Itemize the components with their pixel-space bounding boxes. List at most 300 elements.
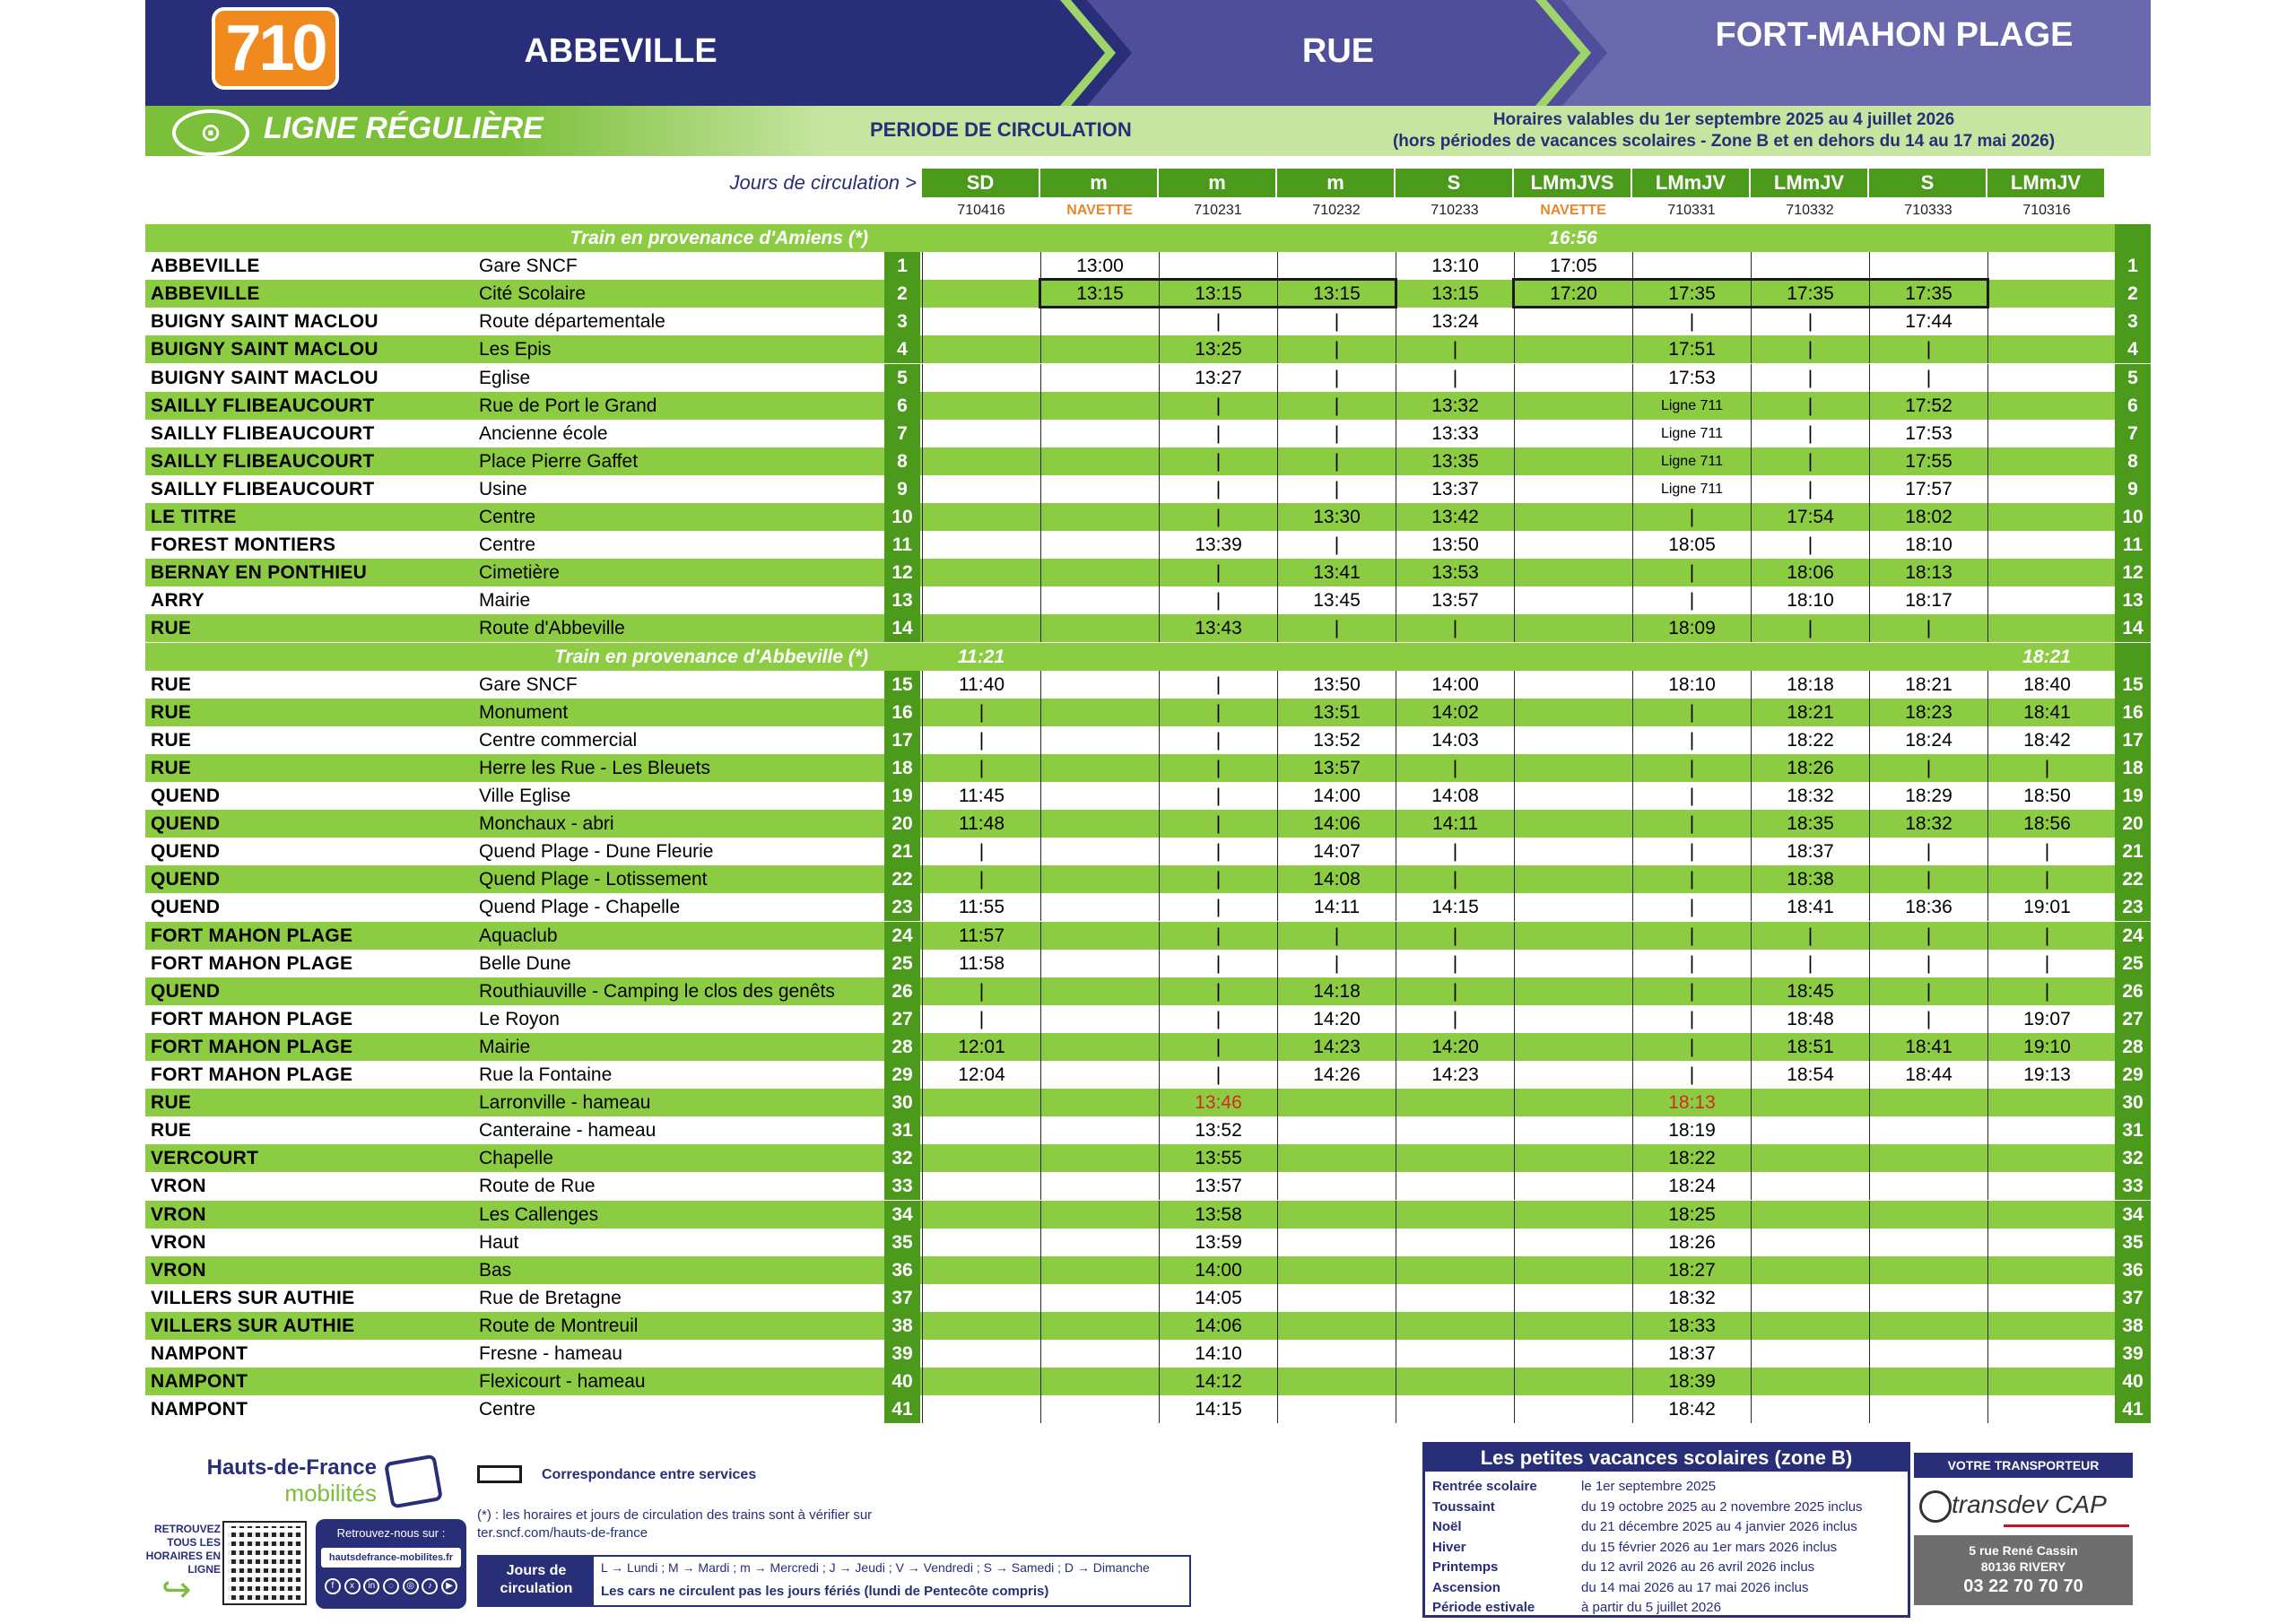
stop-name: Bas — [479, 1259, 512, 1281]
time-cell — [922, 364, 1040, 392]
time-cell — [1869, 1229, 1987, 1256]
time-cell — [1514, 1256, 1632, 1284]
time-cell — [1396, 1284, 1514, 1312]
time-cell: | — [1751, 614, 1869, 642]
time-cell: | — [1632, 1033, 1751, 1061]
header-banner — [145, 0, 2151, 106]
time-cell — [1396, 1229, 1514, 1256]
time-cell — [1987, 420, 2106, 447]
row-number-right: 31 — [2115, 1116, 2151, 1144]
time-cell: | — [1632, 754, 1751, 782]
train-time: 11:21 — [957, 646, 1005, 667]
time-cell — [1040, 1368, 1159, 1395]
time-cell: 14:18 — [1277, 977, 1396, 1005]
time-cell: | — [1159, 754, 1277, 782]
facebook-icon[interactable]: f — [325, 1578, 341, 1594]
time-cell: Ligne 711 — [1632, 447, 1751, 475]
time-cell: | — [1751, 392, 1869, 420]
time-cell: 13:32 — [1396, 392, 1514, 420]
row-number-right: 25 — [2115, 950, 2151, 977]
time-cell: | — [1277, 614, 1396, 642]
time-cell — [1514, 1368, 1632, 1395]
time-cell — [1396, 1312, 1514, 1340]
time-cell — [1396, 1201, 1514, 1229]
row-number: 25 — [884, 950, 920, 977]
stop-row — [145, 1201, 2151, 1229]
row-number-right: 39 — [2115, 1340, 2151, 1368]
time-cell: 14:10 — [1159, 1340, 1277, 1368]
time-cell — [1277, 1229, 1396, 1256]
stop-row — [145, 1312, 2151, 1340]
time-cell: 12:04 — [922, 1061, 1040, 1089]
time-cell — [1751, 1340, 1869, 1368]
time-cell — [1751, 1172, 1869, 1200]
stop-name: Les Callenges — [479, 1203, 599, 1225]
stop-row — [145, 531, 2151, 559]
time-cell: 18:50 — [1987, 782, 2106, 810]
time-cell: | — [1632, 699, 1751, 726]
time-cell — [1987, 392, 2106, 420]
commune-name: BUIGNY SAINT MACLOU — [151, 339, 378, 360]
website-box[interactable] — [316, 1519, 466, 1609]
qr-code-icon[interactable] — [224, 1523, 305, 1603]
time-cell: 18:26 — [1632, 1229, 1751, 1256]
vacances-title: Les petites vacances scolaires (zone B) — [1425, 1445, 1908, 1472]
time-cell: | — [922, 865, 1040, 893]
row-number: 38 — [884, 1312, 920, 1340]
vacances-row — [1432, 1517, 1908, 1537]
time-cell — [1514, 893, 1632, 921]
row-number: 32 — [884, 1144, 920, 1172]
time-cell: 13:50 — [1277, 671, 1396, 699]
time-cell: | — [1159, 1061, 1277, 1089]
time-cell — [1396, 1172, 1514, 1200]
time-cell: 13:41 — [1277, 559, 1396, 586]
commune-name: RUE — [151, 673, 192, 695]
arrow-icon: ↪ — [161, 1570, 192, 1610]
tiktok-icon[interactable]: ♪ — [422, 1578, 438, 1594]
time-cell: 14:11 — [1396, 810, 1514, 838]
commune-name: RUE — [151, 618, 192, 639]
stop-name: Quend Plage - Lotissement — [479, 869, 708, 890]
time-cell: 18:42 — [1987, 726, 2106, 754]
row-number: 3 — [884, 308, 920, 335]
row-number-right: 10 — [2115, 503, 2151, 531]
time-cell — [1040, 1201, 1159, 1229]
time-cell: 13:37 — [1396, 475, 1514, 503]
row-number-right: 29 — [2115, 1061, 2151, 1089]
time-cell — [922, 1116, 1040, 1144]
time-cell: 18:39 — [1632, 1368, 1751, 1395]
time-cell — [1396, 1340, 1514, 1368]
time-cell: | — [1159, 308, 1277, 335]
time-cell — [922, 447, 1040, 475]
row-number: 29 — [884, 1061, 920, 1089]
time-cell: 14:00 — [1277, 782, 1396, 810]
commune-name: VILLERS SUR AUTHIE — [151, 1315, 355, 1336]
service-number: 710231 — [1194, 203, 1242, 218]
time-cell: | — [1751, 420, 1869, 447]
stop-name: Le Royon — [479, 1008, 560, 1029]
time-cell: 18:32 — [1632, 1284, 1751, 1312]
stop-row — [145, 977, 2151, 1005]
time-cell: 17:35 — [1632, 280, 1751, 308]
time-cell — [1514, 308, 1632, 335]
day-header: LMmJV — [1632, 169, 1751, 197]
stop-name: Ville Eglise — [479, 786, 571, 806]
time-cell — [1040, 1340, 1159, 1368]
stop-name: Herre les Rue - Les Bleuets — [479, 757, 710, 778]
row-number-right: 16 — [2115, 699, 2151, 726]
stop-name: Aquaclub — [479, 925, 558, 946]
time-cell: | — [1396, 335, 1514, 363]
row-number: 11 — [884, 531, 920, 559]
row-number-right: 11 — [2115, 531, 2151, 559]
stop-name: Usine — [479, 478, 527, 499]
time-cell: | — [1159, 420, 1277, 447]
time-cell — [1396, 1368, 1514, 1395]
time-cell: | — [1632, 782, 1751, 810]
service-number: 710333 — [1904, 203, 1952, 218]
stop-row — [145, 893, 2151, 921]
time-cell: | — [1159, 893, 1277, 921]
stop-row — [145, 922, 2151, 950]
time-cell — [1277, 252, 1396, 280]
address-line-2: 80136 RIVERY — [1980, 1559, 2066, 1574]
time-cell: 13:24 — [1396, 308, 1514, 335]
time-cell: 18:33 — [1632, 1312, 1751, 1340]
x-icon[interactable]: x — [344, 1578, 361, 1594]
time-cell — [922, 475, 1040, 503]
time-cell — [1751, 1284, 1869, 1312]
time-cell: 12:01 — [922, 1033, 1040, 1061]
instagram-icon[interactable]: ◎ — [403, 1578, 419, 1594]
linkedin-icon[interactable]: in — [363, 1578, 379, 1594]
correspondance-legend-box — [477, 1465, 522, 1483]
time-cell — [1277, 1312, 1396, 1340]
row-number: 1 — [884, 252, 920, 280]
time-cell: | — [1159, 922, 1277, 950]
commune-name: FOREST MONTIERS — [151, 534, 336, 556]
row-number-right: 38 — [2115, 1312, 2151, 1340]
vacances-period: Noël — [1432, 1519, 1462, 1534]
time-cell: | — [1869, 838, 1987, 865]
commune-name: LE TITRE — [151, 507, 237, 527]
time-cell — [1040, 1089, 1159, 1116]
row-number-right: 12 — [2115, 559, 2151, 586]
commune-name: BERNAY EN PONTHIEU — [151, 562, 368, 584]
time-cell: | — [1277, 447, 1396, 475]
stop-row — [145, 308, 2151, 335]
row-number-right: 7 — [2115, 420, 2151, 447]
service-number: NAVETTE — [1066, 203, 1133, 218]
website-url[interactable]: hautsdefrance-mobilites.fr — [321, 1548, 461, 1568]
vacances-dates: du 21 décembre 2025 au 4 janvier 2026 inclus — [1581, 1519, 1857, 1534]
commune-name: VRON — [151, 1259, 206, 1281]
time-cell: | — [1632, 1061, 1751, 1089]
time-cell: | — [1869, 950, 1987, 977]
commune-name: FORT MAHON PLAGE — [151, 1036, 353, 1057]
stop-name: Gare SNCF — [479, 256, 578, 277]
stop-name: Rue la Fontaine — [479, 1064, 613, 1085]
time-cell — [1632, 252, 1751, 280]
row-number-right — [2115, 643, 2151, 671]
time-cell — [1869, 1340, 1987, 1368]
bus-logo-icon: ⊙ — [172, 109, 249, 156]
time-cell: 11:48 — [922, 810, 1040, 838]
stop-name: Fresne - hameau — [479, 1343, 622, 1364]
time-cell — [1987, 531, 2106, 559]
time-cell: | — [1751, 950, 1869, 977]
time-cell: | — [1159, 447, 1277, 475]
time-cell — [1751, 1395, 1869, 1423]
time-cell — [1514, 726, 1632, 754]
time-cell — [1040, 586, 1159, 614]
time-cell — [1040, 1284, 1159, 1312]
time-cell — [1869, 1395, 1987, 1423]
time-cell: 18:13 — [1632, 1089, 1751, 1116]
time-cell — [1751, 1368, 1869, 1395]
time-cell: 14:05 — [1159, 1284, 1277, 1312]
time-cell — [922, 420, 1040, 447]
time-cell: | — [1159, 559, 1277, 586]
transporter-address — [1914, 1535, 2133, 1605]
row-number-right: 36 — [2115, 1256, 2151, 1284]
time-cell: | — [1987, 865, 2106, 893]
commune-name: BUIGNY SAINT MACLOU — [151, 311, 378, 333]
time-cell — [1514, 1201, 1632, 1229]
address-line-1: 5 rue René Cassin — [1969, 1543, 2078, 1558]
time-cell: Ligne 711 — [1632, 392, 1751, 420]
row-number-right: 4 — [2115, 335, 2151, 363]
row-number-right: 40 — [2115, 1368, 2151, 1395]
time-cell — [1040, 865, 1159, 893]
day-header: m — [1277, 169, 1396, 197]
row-number: 2 — [884, 280, 920, 308]
time-cell: | — [1396, 922, 1514, 950]
time-cell: 14:08 — [1396, 782, 1514, 810]
time-cell: | — [1751, 364, 1869, 392]
commune-name: RUE — [151, 729, 192, 751]
time-cell — [1514, 420, 1632, 447]
time-cell: | — [1277, 950, 1396, 977]
time-cell: 11:55 — [922, 893, 1040, 921]
time-cell — [1514, 447, 1632, 475]
row-number: 4 — [884, 335, 920, 363]
time-cell — [922, 1089, 1040, 1116]
row-number: 5 — [884, 364, 920, 392]
time-cell: 17:55 — [1869, 447, 1987, 475]
vacances-row — [1432, 1538, 1908, 1558]
time-cell — [1514, 865, 1632, 893]
time-cell — [1040, 977, 1159, 1005]
time-cell: | — [1987, 838, 2106, 865]
time-cell: | — [1159, 977, 1277, 1005]
time-cell — [1040, 392, 1159, 420]
time-cell — [1277, 1172, 1396, 1200]
time-cell: | — [1751, 335, 1869, 363]
time-cell: 18:10 — [1632, 671, 1751, 699]
time-cell — [922, 1229, 1040, 1256]
time-cell — [1514, 503, 1632, 531]
time-cell — [1869, 1172, 1987, 1200]
time-cell — [1869, 1089, 1987, 1116]
time-cell: 18:42 — [1632, 1395, 1751, 1423]
time-cell: | — [1396, 977, 1514, 1005]
time-cell: | — [1159, 699, 1277, 726]
time-cell — [1987, 1144, 2106, 1172]
stop-name: Ancienne école — [479, 422, 608, 444]
validity-text — [1302, 109, 2145, 152]
row-number-right: 24 — [2115, 922, 2151, 950]
time-cell: 18:06 — [1751, 559, 1869, 586]
time-cell: | — [1869, 364, 1987, 392]
time-cell: 13:35 — [1396, 447, 1514, 475]
website-title: Retrouvez-nous sur : — [336, 1526, 446, 1540]
train-time — [1040, 224, 1159, 252]
row-number-right: 8 — [2115, 447, 2151, 475]
time-cell: | — [1751, 475, 1869, 503]
time-cell: 14:06 — [1277, 810, 1396, 838]
jours-codes: L → Lundi ; M → Mardi ; m → Mercredi ; J → Jeudi ; V → Vendredi ; S → Samedi ; D → Dimanche — [601, 1560, 1150, 1575]
transporter-phone[interactable]: 03 22 70 70 70 — [1963, 1576, 2083, 1596]
snapchat-icon[interactable]: ◌ — [383, 1578, 399, 1594]
time-cell: | — [1869, 1005, 1987, 1033]
row-number-right: 22 — [2115, 865, 2151, 893]
time-cell: 13:25 — [1159, 335, 1277, 363]
time-cell: 11:57 — [922, 922, 1040, 950]
row-number-right: 33 — [2115, 1172, 2151, 1200]
row-number-right: 1 — [2115, 252, 2151, 280]
time-cell — [1869, 1284, 1987, 1312]
stop-row — [145, 754, 2151, 782]
row-number-right: 30 — [2115, 1089, 2151, 1116]
stop-row — [145, 1089, 2151, 1116]
row-number-right: 28 — [2115, 1033, 2151, 1061]
time-cell — [1514, 1061, 1632, 1089]
service-number: NAVETTE — [1540, 203, 1606, 218]
row-number-right: 17 — [2115, 726, 2151, 754]
time-cell: 13:10 — [1396, 252, 1514, 280]
time-cell — [1514, 782, 1632, 810]
stop-name: Eglise — [479, 367, 531, 388]
time-cell — [1869, 1144, 1987, 1172]
stop-name: Quend Plage - Dune Fleurie — [479, 841, 714, 863]
transdev-logo: transdev CAP — [1919, 1487, 2129, 1523]
train-time — [922, 224, 1040, 252]
stop-name: Centre commercial — [479, 729, 638, 751]
time-cell — [1751, 1229, 1869, 1256]
time-cell: | — [1159, 782, 1277, 810]
time-cell — [1987, 280, 2106, 308]
time-cell — [1514, 1340, 1632, 1368]
vacances-dates: du 15 février 2026 au 1er mars 2026 inclus — [1581, 1539, 1838, 1555]
stop-name: Monchaux - abri — [479, 813, 614, 835]
time-cell: | — [1987, 922, 2106, 950]
time-cell: 18:45 — [1751, 977, 1869, 1005]
stop-name: Monument — [479, 701, 569, 723]
time-cell: 17:05 — [1514, 252, 1632, 280]
time-cell — [1396, 1395, 1514, 1423]
time-cell: | — [1869, 922, 1987, 950]
time-cell: 14:20 — [1396, 1033, 1514, 1061]
time-cell — [1277, 1144, 1396, 1172]
time-cell: 18:09 — [1632, 614, 1751, 642]
time-cell: 14:23 — [1277, 1033, 1396, 1061]
time-cell: 17:52 — [1869, 392, 1987, 420]
time-cell: 14:00 — [1159, 1256, 1277, 1284]
time-cell — [1277, 1395, 1396, 1423]
commune-name: FORT MAHON PLAGE — [151, 1008, 353, 1029]
stop-name: Route de Rue — [479, 1176, 596, 1197]
time-cell: 13:45 — [1277, 586, 1396, 614]
time-cell: | — [1159, 950, 1277, 977]
row-number: 24 — [884, 922, 920, 950]
correspondance-box — [1039, 278, 1397, 308]
stop-name: Routhiauville - Camping le clos des genêts — [479, 980, 835, 1002]
row-number-right: 5 — [2115, 364, 2151, 392]
commune-name: QUEND — [151, 813, 221, 835]
time-cell: Ligne 711 — [1632, 420, 1751, 447]
time-cell: 17:35 — [1751, 280, 1869, 308]
time-cell: | — [1159, 475, 1277, 503]
time-cell: | — [1277, 420, 1396, 447]
time-cell — [922, 1172, 1040, 1200]
row-number: 14 — [884, 614, 920, 642]
time-cell: 18:37 — [1751, 838, 1869, 865]
transporter-box — [1914, 1453, 2133, 1605]
time-cell: 13:59 — [1159, 1229, 1277, 1256]
commune-name: FORT MAHON PLAGE — [151, 952, 353, 974]
time-cell: | — [1987, 754, 2106, 782]
youtube-icon[interactable]: ▶ — [441, 1578, 457, 1594]
time-cell: 18:38 — [1751, 865, 1869, 893]
row-number: 12 — [884, 559, 920, 586]
transdev-divider — [2004, 1524, 2129, 1527]
stop-row — [145, 1256, 2151, 1284]
time-cell: 18:44 — [1869, 1061, 1987, 1089]
time-cell — [1040, 614, 1159, 642]
row-number: 39 — [884, 1340, 920, 1368]
jours-note: Les cars ne circulent pas les jours fériés (lundi de Pentecôte compris) — [601, 1584, 1049, 1599]
time-cell: | — [1632, 586, 1751, 614]
jours-legend — [477, 1555, 1191, 1607]
row-number: 23 — [884, 893, 920, 921]
time-cell — [922, 1312, 1040, 1340]
time-cell: 13:39 — [1159, 531, 1277, 559]
commune-name: BUIGNY SAINT MACLOU — [151, 367, 378, 388]
time-cell: 18:22 — [1751, 726, 1869, 754]
row-number: 37 — [884, 1284, 920, 1312]
time-cell: 14:08 — [1277, 865, 1396, 893]
time-cell: | — [1632, 922, 1751, 950]
stop-name: Centre — [479, 1399, 536, 1420]
time-cell: | — [1632, 726, 1751, 754]
time-cell: | — [1277, 308, 1396, 335]
stop-row — [145, 726, 2151, 754]
time-cell: | — [1396, 364, 1514, 392]
row-number-right: 34 — [2115, 1201, 2151, 1229]
train-time — [1396, 224, 1514, 252]
stop-name: Cité Scolaire — [479, 283, 587, 305]
vacances-row — [1432, 1498, 1908, 1517]
commune-name: VERCOURT — [151, 1148, 259, 1169]
commune-name: RUE — [151, 757, 192, 778]
time-cell — [1040, 1033, 1159, 1061]
time-cell: | — [1869, 614, 1987, 642]
service-number: 710331 — [1667, 203, 1716, 218]
time-cell — [1987, 1201, 2106, 1229]
